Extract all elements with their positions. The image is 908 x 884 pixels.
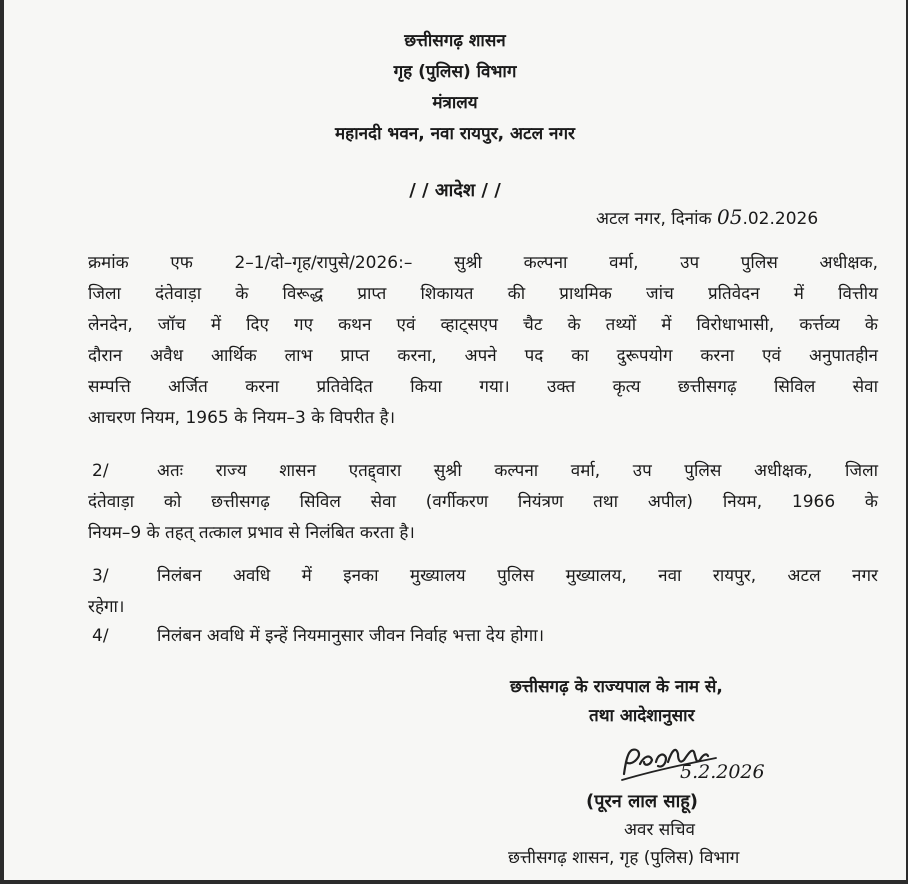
para2-number: 2/	[92, 461, 109, 481]
para3-line1: निलंबन अवधि में इनका मुख्यालय पुलिस मुख्यालय, नवा रायपुर, अटल नगर	[157, 566, 878, 586]
signatory-department: छत्तीसगढ़ शासन, गृह (पुलिस) विभाग	[508, 848, 740, 868]
header-department: गृह (पुलिस) विभाग	[393, 62, 517, 82]
header-address: महानदी भवन, नवा रायपुर, अटल नगर	[335, 124, 575, 144]
para1-line2: जिला दंतेवाड़ा के विरूद्ध प्राप्त शिकायत की प्राथमिक जांच प्रतिवेदन में वित्तीय	[88, 284, 878, 304]
para3-line2: रहेगा।	[88, 597, 125, 617]
para1-line5: सम्पत्ति अर्जित करना प्रतिवेदित किया गया। उक्त कृत्य छत्तीसगढ़ सिविल सेवा	[88, 377, 878, 397]
para1-line4: दौरान अवैध आर्थिक लाभ प्राप्त करना, अपने पद का दुरूपयोग करना एवं अनुपातहीन	[88, 346, 878, 366]
header-ministry: मंत्रालय	[432, 93, 478, 113]
para2-line3: नियम–9 के तहत् तत्काल प्रभाव से निलंबित करता है।	[88, 523, 415, 543]
closing-line1: छत्तीसगढ़ के राज्यपाल के नाम से,	[510, 677, 723, 697]
para2-line1: अतः राज्य शासन एतद्द्वारा सुश्री कल्पना वर्मा, उप पुलिस अधीक्षक, जिला	[157, 461, 878, 481]
date-line	[596, 206, 818, 230]
para4-line1: निलंबन अवधि में इन्हें नियमानुसार जीवन निर्वाह भत्ता देय होगा।	[157, 626, 545, 646]
order-title: / / आदेश / /	[409, 180, 501, 201]
header-state: छत्तीसगढ़ शासन	[404, 31, 506, 51]
para1-line6: आचरण नियम, 1965 के नियम–3 के विपरीत है।	[88, 408, 396, 428]
para3-number: 3/	[92, 566, 109, 586]
closing-line2: तथा आदेशानुसार	[589, 706, 695, 726]
signatory-designation: अवर सचिव	[624, 820, 695, 840]
para1-line1: क्रमांक एफ 2–1/दो–गृह/रापुसे/2026:– सुश्री कल्पना वर्मा, उप पुलिस अधीक्षक,	[88, 253, 878, 273]
date-day: 05	[716, 205, 743, 229]
signature-date: 5.2.2026	[680, 761, 765, 783]
order-document	[4, 0, 906, 880]
para2-line2: दंतेवाड़ा को छत्तीसगढ़ सिविल सेवा (वर्गीकरण नियंत्रण तथा अपील) नियम, 1966 के	[88, 492, 878, 512]
date-rest: .02.2026	[742, 209, 819, 229]
date-prefix: अटल नगर, दिनांक	[596, 209, 712, 229]
para4-number: 4/	[92, 626, 109, 646]
para1-line3: लेनदेन, जॉच में दिए गए कथन एवं व्हाट्सएप चैट के तथ्यों में विरोधाभासी, कर्त्तव्य के	[88, 315, 878, 335]
signatory-name: (पूरन लाल साहू)	[586, 791, 699, 812]
